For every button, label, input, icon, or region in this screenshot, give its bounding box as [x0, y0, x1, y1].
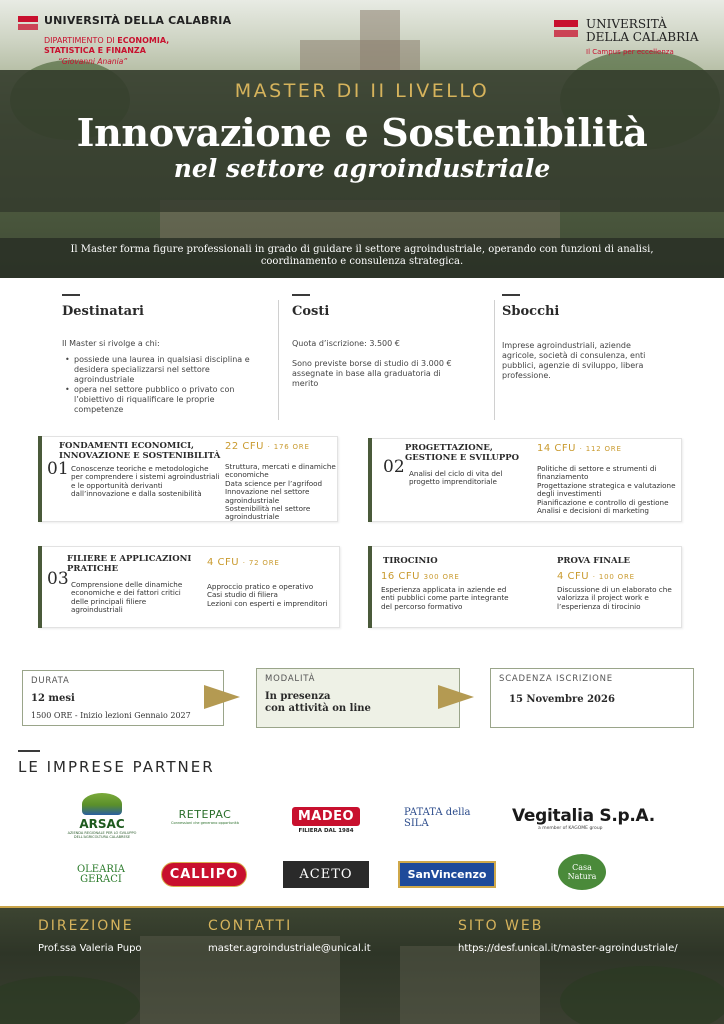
scadenza-value: 15 Novembre 2026 — [509, 694, 615, 705]
campus-building — [360, 10, 400, 70]
arsac-logo — [62, 792, 142, 840]
module-number: 02 — [383, 457, 405, 477]
vegitalia-logo — [512, 800, 662, 836]
patata-sila-logo — [404, 800, 494, 836]
module-topics: Approccio pratico e operativo Casi studio di filiera Lezioni con esperti e imprenditori — [207, 582, 328, 608]
university-name-line-1: UNIVERSITÀ — [586, 17, 667, 31]
module-card-03 — [38, 546, 340, 628]
master-subtitle: nel settore agroindustriale — [173, 154, 551, 183]
card-accent — [38, 546, 42, 628]
master-description: Il Master forma figure professionali in grado di guidare il settore agroindustriale, operando con funzioni di analisi, coordinamento e consulenza strategica. — [70, 244, 654, 267]
unical-mark-icon — [18, 16, 38, 30]
olearia-geraci-logo — [66, 850, 136, 900]
department-line-2: STATISTICA E FINANZA — [44, 46, 146, 55]
tirocinio-description: Esperienza applicata in aziende ed enti pubblici come parte integrante del percorso formativo — [381, 585, 509, 611]
arsac-emblem-icon — [82, 793, 122, 815]
vegitalia-subtitle: a member of KAGOME group — [538, 825, 603, 831]
department-line-1: DIPARTIMENTO DI ECONOMIA, — [44, 36, 170, 45]
column-divider — [494, 300, 495, 420]
tirocinio-title: TIROCINIO — [383, 556, 438, 566]
modalita-label: MODALITÀ — [265, 674, 316, 684]
master-level: MASTER DI II LIVELLO — [234, 80, 490, 102]
campus-trees — [0, 976, 140, 1024]
partners-title: LE IMPRESE PARTNER — [18, 758, 215, 776]
module-card-01 — [38, 436, 338, 522]
prova-finale-title: PROVA FINALE — [557, 556, 631, 566]
durata-label: DURATA — [31, 676, 70, 686]
madeo-name: MADEO — [292, 807, 360, 826]
durata-value: 12 mesi — [31, 693, 75, 704]
sito-label: SITO WEB — [458, 918, 544, 934]
module-topics: Politiche di settore e strumenti di finanziamento Progettazione strategica e valutazione degli investimenti Pianificazione e controllo di gestione Analisi e decisioni di marketing — [537, 464, 676, 516]
university-name: UNIVERSITÀ DELLA CALABRIA — [44, 14, 232, 27]
prova-finale-credits: 4 CFU · 100 ORE — [557, 571, 635, 582]
patata-name: PATATA della SILA — [404, 807, 471, 829]
card-accent — [368, 438, 372, 522]
destinatari-item: • possiede una laurea in qualsiasi disciplina e desidera specializzarsi nel settore agroindustriale — [62, 355, 258, 385]
footer-rule — [0, 906, 724, 908]
madeo-logo — [286, 800, 366, 840]
tirocinio-prova-card — [368, 546, 682, 628]
callipo-name: CALLIPO — [161, 862, 248, 887]
university-name-line-2: DELLA CALABRIA — [586, 30, 699, 44]
direzione-label: DIREZIONE — [38, 918, 134, 934]
costi-title: Costi — [292, 304, 330, 319]
costi-borse: Sono previste borse di studio di 3.000 € assegnate in base alla graduatoria di merito — [292, 359, 452, 388]
destinatari-list — [62, 355, 258, 415]
module-credits: 22 CFU · 176 ORE — [225, 441, 310, 452]
module-description: Analisi del ciclo di vita del progetto imprenditoriale — [409, 469, 503, 487]
arrow-icon — [204, 685, 240, 709]
vegitalia-name: Vegitalia S.p.A. — [512, 805, 655, 826]
prova-finale-description: Discussione di un elaborato che valorizza il project work e l’esperienza di tirocinio — [557, 585, 672, 611]
campus-trees — [560, 966, 724, 1024]
costi-section — [292, 294, 472, 389]
module-title: FILIERE E APPLICAZIONI PRATICHE — [67, 554, 192, 574]
module-title: PROGETTAZIONE, GESTIONE E SVILUPPO — [405, 443, 520, 463]
section-accent — [292, 294, 310, 296]
callipo-logo — [156, 852, 252, 896]
card-accent — [368, 546, 372, 628]
module-description: Comprensione delle dinamiche economiche e dei fattori critici delle principali filiere agroindustriali — [71, 580, 183, 615]
module-description: Conoscenze teoriche e metodologiche per comprendere i sistemi agroindustriali e le opportunità derivanti dall’innovazione e dalla sostenibilità — [71, 464, 220, 499]
card-accent — [38, 436, 42, 522]
arsac-subtitle: AZIENDA REGIONALE PER LO SVILUPPO DELL'AGRICOLTURA CALABRESE — [67, 831, 137, 839]
contatti-email[interactable]: master.agroindustriale@unical.it — [208, 943, 371, 954]
footer — [0, 906, 724, 1024]
sbocchi-title: Sbocchi — [502, 304, 560, 319]
sito-url[interactable]: https://desf.unical.it/master-agroindustriale/ — [458, 943, 678, 954]
department-line-3: “Giovanni Anania” — [58, 57, 128, 66]
arrow-icon — [438, 685, 474, 709]
aceto-logo — [276, 856, 376, 892]
san-vincenzo-logo — [398, 856, 496, 892]
master-title: Innovazione e Sostenibilità — [76, 110, 648, 155]
retepac-subtitle: Connessioni che generano opportunità — [171, 820, 239, 825]
section-accent — [62, 294, 80, 296]
costi-quota: Quota d’iscrizione: 3.500 € — [292, 339, 400, 348]
olearia-name: OLEARIA GERACI — [76, 864, 126, 885]
module-topics: Struttura, mercati e dinamiche economiche Data science per l’agrifood Innovazione nel settore agroindustriale Sostenibilità nel settore agroindustriale — [225, 462, 336, 522]
sbocchi-text: Imprese agroindustriali, aziende agricole, società di consulenza, enti pubblici, agenzie di sviluppo, libera professione. — [502, 341, 646, 380]
campus-building — [400, 946, 540, 1024]
casa-natura-logo — [552, 850, 612, 894]
retepac-name: RETEPAC — [178, 807, 232, 821]
module-number: 01 — [47, 459, 69, 479]
sanvincenzo-name: SanVincenzo — [398, 861, 497, 888]
durata-detail: 1500 ORE - Inizio lezioni Gennaio 2027 — [31, 711, 191, 720]
destinatari-intro: Il Master si rivolge a chi: — [62, 339, 160, 348]
column-divider — [278, 300, 279, 420]
module-credits: 14 CFU · 112 ORE — [537, 443, 622, 454]
madeo-subtitle: FILIERA DAL 1984 — [298, 827, 354, 834]
arsac-name: ARSAC — [79, 817, 125, 831]
direzione-value: Prof.ssa Valeria Pupo — [38, 943, 142, 954]
unical-mark-icon — [554, 20, 578, 38]
aceto-name: ACETO — [283, 861, 368, 888]
module-credits: 4 CFU · 72 ORE — [207, 557, 280, 568]
section-accent — [502, 294, 520, 296]
destinatari-section — [62, 294, 262, 415]
retepac-logo — [160, 796, 250, 836]
modalita-value: In presenza con attività on line — [265, 691, 371, 714]
destinatari-item: • opera nel settore pubblico o privato con l’obiettivo di riqualificare le proprie competenze — [62, 385, 258, 415]
destinatari-title: Destinatari — [62, 304, 144, 319]
section-accent — [18, 750, 40, 752]
contatti-label: CONTATTI — [208, 918, 293, 934]
module-title: FONDAMENTI ECONOMICI, INNOVAZIONE E SOSTENIBILITÀ — [59, 441, 221, 461]
modalita-box — [256, 668, 460, 728]
sbocchi-section — [502, 294, 672, 381]
casanatura-name: Casa Natura — [558, 854, 606, 890]
module-number: 03 — [47, 569, 69, 589]
hero-banner — [0, 0, 724, 278]
durata-box — [22, 670, 224, 726]
scadenza-box — [490, 668, 694, 728]
scadenza-label: SCADENZA ISCRIZIONE — [499, 674, 613, 684]
tirocinio-credits: 16 CFU 300 ORE — [381, 571, 460, 582]
module-card-02 — [368, 438, 682, 522]
university-tagline: Il Campus per eccellenza — [586, 48, 674, 56]
